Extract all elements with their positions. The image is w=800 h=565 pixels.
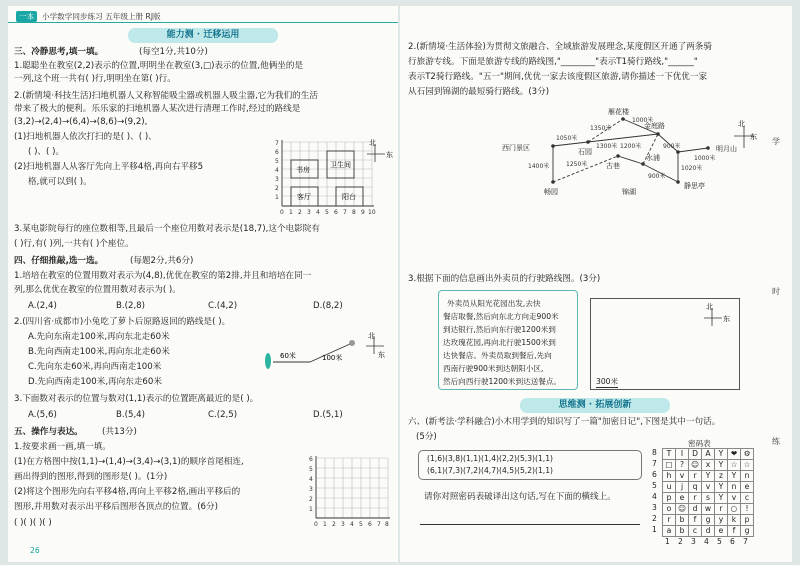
svg-text:2: 2 (298, 209, 302, 216)
code-cell: ☺ (688, 459, 702, 471)
svg-text:东: 东 (723, 315, 730, 323)
svg-text:1350米: 1350米 (590, 125, 612, 132)
c1-line2: 列,那么优优在教室的位置用数对表示为( )。 (14, 285, 181, 295)
code-cell: A (701, 448, 715, 460)
op-line6: ( )( )( )( ) (14, 518, 52, 528)
q1-line1: 1.聪聪坐在教室(2,2)表示的位置,明明坐在教室(3,□)表示的位置,他俩坐的是 (14, 61, 304, 71)
code-cell: e (675, 492, 689, 504)
op-line4: (2)将这个图形先向右平移4格,再向上平移2格,画出平移后的 (14, 487, 241, 497)
svg-text:北: 北 (738, 120, 745, 128)
answer-line[interactable] (420, 524, 640, 525)
route-100m: 100米 (322, 354, 343, 362)
svg-text:1020米: 1020米 (681, 165, 703, 172)
q1-line2: 一列,这个班一共有( )行,明明坐在第( )行。 (14, 74, 176, 84)
place-changyuan: 畅园 (544, 188, 558, 196)
cipher-row1: (1,6)(3,8)(1,1)(1,4)(2,2)(5,3)(1,1) (427, 454, 554, 463)
rq2-line3: 表示T2骑行路线。"五一"期间,优优一家去该度假区旅游,请你描述一下优优一家 (408, 72, 708, 82)
scale-bar: 300米 (596, 377, 619, 386)
bath-label: 卫生间 (330, 161, 351, 169)
svg-text:1: 1 (289, 209, 293, 216)
svg-text:4: 4 (275, 167, 279, 174)
code-cell: z (714, 470, 728, 482)
code-cell: ☆ (740, 459, 754, 471)
rq2-line2: 行旅游专线。下面是旅游专线的路线图,"________"表示T1骑行路线,"______" (408, 57, 698, 67)
code-cell: b (675, 525, 689, 537)
place-jintinglu: 金庭路 (644, 122, 665, 130)
code-row-label: 6 (652, 470, 657, 479)
sec3-title: 三、冷静思考,填一填。 (14, 47, 104, 57)
svg-text:4: 4 (350, 521, 354, 528)
code-cell: o (662, 503, 676, 515)
code-cell: q (688, 481, 702, 493)
svg-text:东: 东 (750, 133, 757, 141)
c3-opt-c[interactable]: C.(2,5) (208, 410, 238, 420)
place-guxiang: 古巷 (606, 162, 620, 170)
svg-text:北: 北 (369, 139, 376, 147)
place-ximen: 西门景区 (502, 144, 530, 152)
q6-ask: 请你对照密码表破译出这句话,写在下面的横线上。 (424, 492, 616, 502)
code-cell: n (740, 470, 754, 482)
code-cell: Y (714, 492, 728, 504)
code-cell: g (701, 514, 715, 526)
svg-text:7: 7 (275, 140, 279, 147)
c3-opt-a[interactable]: A.(5,6) (28, 410, 57, 420)
code-col-label: 3 (691, 537, 696, 546)
svg-text:6: 6 (368, 521, 372, 528)
svg-text:1: 1 (275, 194, 279, 201)
q2-line1: 2.(新情境·科技生活)扫地机器人又称智能吸尘器或机器人吸尘器,它为我们的生活 (14, 91, 318, 101)
svg-text:1050米: 1050米 (556, 135, 578, 142)
code-cell: b (675, 514, 689, 526)
q2-line3: (3,2)→(2,4)→(6,4)→(8,6)→(9,2), (14, 117, 148, 127)
house-y-labels (275, 140, 279, 201)
svg-text:北: 北 (706, 303, 713, 311)
code-col-label: 1 (665, 537, 670, 546)
left-page (8, 6, 398, 562)
c2-opt-c[interactable]: C.先向东走60米,再向西南走100米 (28, 362, 162, 372)
code-cell: r (714, 503, 728, 515)
code-cell: x (701, 459, 715, 471)
q6-score: (5分) (416, 432, 437, 442)
svg-text:1: 1 (323, 521, 327, 528)
svg-text:7: 7 (377, 521, 381, 528)
code-cell: ❤ (727, 448, 741, 460)
svg-text:900米: 900米 (648, 173, 666, 180)
living-label: 客厅 (297, 193, 311, 201)
place-jingsiting: 静思亭 (684, 182, 705, 190)
code-cell: f (688, 514, 702, 526)
c1-opt-c[interactable]: C.(4,2) (208, 301, 238, 311)
code-cell: n (727, 481, 741, 493)
code-cell: p (662, 492, 676, 504)
q3-line1: 3.某电影院每行的座位数相等,且最后一个座位用数对表示是(18,7),这个电影院有 (14, 224, 320, 234)
c1-opt-a[interactable]: A.(2,4) (28, 301, 57, 311)
svg-text:8: 8 (385, 521, 389, 528)
code-cell: ○ (727, 503, 741, 515)
svg-text:5: 5 (275, 158, 279, 165)
code-cell: Y (714, 448, 728, 460)
code-cell: c (740, 492, 754, 504)
svg-text:8: 8 (352, 209, 356, 216)
sec4-score: (每题2分,共6分) (130, 256, 194, 266)
page-number: 26 (30, 546, 40, 555)
balcony-label: 阳台 (342, 193, 356, 201)
carrot-icon (265, 353, 271, 369)
c1-opt-d[interactable]: D.(8,2) (313, 301, 343, 311)
svg-text:4: 4 (309, 476, 313, 483)
svg-text:900米: 900米 (663, 143, 681, 150)
svg-text:东: 东 (386, 151, 393, 159)
op-line5: 图形,并用数对表示出平移后图形各顶点的位置。(6分) (14, 502, 218, 512)
q2-line6: (2)扫地机器人从客厅先向上平移4格,再向右平移5 (14, 162, 204, 172)
svg-text:1400米: 1400米 (528, 163, 550, 170)
svg-text:3: 3 (307, 209, 311, 216)
cipher-box (418, 450, 642, 480)
code-cell: e (714, 525, 728, 537)
rq3-title: 3.根据下面的信息画出外卖员的行驶路线图。(3分) (408, 274, 601, 284)
code-cell: ! (740, 503, 754, 515)
thinking-banner: 思维测 · 拓展创新 (520, 398, 670, 413)
code-table (652, 448, 762, 544)
side-char-1: 学 (772, 137, 780, 146)
c1-opt-b[interactable]: B.(2,8) (116, 301, 145, 311)
c2-opt-b[interactable]: B.先向西南走100米,再向东北走60米 (28, 347, 170, 357)
rq2-line4: 从石园到锦湖的最短骑行路线。(3分) (408, 87, 550, 97)
svg-text:1000米: 1000米 (694, 155, 716, 162)
svg-text:2: 2 (309, 496, 313, 503)
c2-stem: 2.(四川省·成都市)小兔吃了萝卜后原路返回的路线是( )。 (14, 317, 231, 327)
code-cell: u (662, 481, 676, 493)
svg-text:3: 3 (275, 176, 279, 183)
code-cell: f (727, 525, 741, 537)
code-col-label: 6 (730, 537, 735, 546)
code-cell: ☆ (727, 459, 741, 471)
code-cell: p (740, 514, 754, 526)
code-cell: ☺ (675, 503, 689, 515)
svg-text:9: 9 (361, 209, 365, 216)
svg-text:6: 6 (275, 149, 279, 156)
code-cell: a (662, 525, 676, 537)
code-cell: T (662, 448, 676, 460)
code-cell: r (662, 514, 676, 526)
c2-opt-d[interactable]: D.先向西南走100米,再向东走60米 (28, 377, 162, 387)
code-cell: ⚙ (740, 448, 754, 460)
draw-grid[interactable] (304, 452, 390, 530)
code-cell: ? (675, 459, 689, 471)
c3-stem: 3.下面数对表示的位置与数对(1,1)表示的位置距离最近的是( )。 (14, 394, 259, 404)
header-rule (8, 22, 398, 23)
sec5-score: (共13分) (102, 427, 137, 437)
svg-text:东: 东 (378, 351, 385, 359)
code-cell: Y (714, 481, 728, 493)
series-title: 小学数学同步练习 五年级上册 RJ版 (42, 12, 161, 21)
q2-line7: 格,就可以到( )。 (28, 177, 92, 187)
rabbit-route (258, 332, 388, 382)
bike-route-map (498, 104, 768, 214)
code-cell: c (688, 525, 702, 537)
code-row-label: 2 (652, 514, 657, 523)
svg-text:5: 5 (309, 466, 313, 473)
series-badge: 一本 (16, 11, 37, 22)
code-row-label: 4 (652, 492, 657, 501)
code-row-label: 3 (652, 503, 657, 512)
place-jinhu: 锦湖 (622, 188, 636, 196)
route-60m: 60米 (280, 352, 296, 360)
svg-text:1300米: 1300米 (596, 143, 618, 150)
code-col-label: 2 (678, 537, 683, 546)
svg-text:1: 1 (309, 506, 313, 513)
code-row-label: 7 (652, 459, 657, 468)
code-cell: s (701, 492, 715, 504)
side-char-2: 时 (772, 287, 780, 296)
q6-line1: 六、(新考法·学科融合)小木用学到的知识写了一篇"加密日记",下图是其中一句话。 (408, 417, 721, 427)
op-line1: 1.按要求画一画,填一填。 (14, 442, 111, 452)
code-cell: h (662, 470, 676, 482)
code-cell: k (727, 514, 741, 526)
ability-banner: 能力测 · 迁移运用 (128, 28, 278, 43)
svg-text:0: 0 (314, 521, 318, 528)
code-cell: d (688, 503, 702, 515)
op-line2: (1)在方格图中按(1,1)→(1,4)→(3,4)→(3,1)的顺序首尾相连, (14, 457, 244, 467)
place-mingyueshan: 明月山 (716, 145, 737, 153)
svg-text:5: 5 (325, 209, 329, 216)
svg-text:1200米: 1200米 (620, 143, 642, 150)
code-row-label: 8 (652, 448, 657, 457)
q2-line5: ( )、( )。 (28, 147, 65, 157)
cipher-row2: (6,1)(7,3)(7,2)(4,7)(4,5)(5,2)(1,1) (427, 466, 554, 475)
svg-text:4: 4 (316, 209, 320, 216)
right-page (400, 6, 792, 562)
compass-delivery (700, 302, 734, 332)
svg-text:7: 7 (343, 209, 347, 216)
code-cell: v (675, 470, 689, 482)
code-cell: D (688, 448, 702, 460)
sec4-title: 四、仔细推敲,选一选。 (14, 256, 104, 266)
rq2-line1: 2.(新情境·生活体验)为贯彻文旅融合、全域旅游发展理念,某度假区开通了两条骑 (408, 42, 712, 52)
code-cell: d (701, 525, 715, 537)
place-shiyuan: 石园 (578, 148, 592, 156)
code-cell: j (675, 481, 689, 493)
side-char-3: 练 (772, 437, 780, 446)
svg-text:3: 3 (341, 521, 345, 528)
sec5-title: 五、操作与表达。 (14, 427, 83, 437)
place-yanhualou: 雁花楼 (608, 108, 629, 116)
svg-text:5: 5 (359, 521, 363, 528)
code-cell: y (714, 514, 728, 526)
c2-opt-a[interactable]: A.先向东南走100米,再向东北走60米 (28, 332, 170, 342)
svg-text:10: 10 (368, 209, 376, 216)
code-cell: r (688, 492, 702, 504)
code-cell: e (740, 481, 754, 493)
code-table-title: 密码表 (688, 439, 711, 448)
code-cell: Y (701, 470, 715, 482)
svg-text:3: 3 (309, 486, 313, 493)
code-cell: □ (662, 459, 676, 471)
svg-text:2: 2 (332, 521, 336, 528)
place-shuipu: 水浦 (646, 154, 660, 162)
code-row-label: 5 (652, 481, 657, 490)
code-cell: I (675, 448, 689, 460)
code-col-label: 5 (717, 537, 722, 546)
story-box: 外卖员从阳光花园出发,去快 餐店取餐,然后向东北方向走900米 到达银行,然后向东行驶1200米到 达玫瑰花园,再向北行驶1500米到 达快餐店。外卖员取到餐后,先向 西南行驶900米到达朝阳小区, 然后向西行驶1200米到达送餐点。 (438, 290, 578, 390)
code-cell: v (701, 481, 715, 493)
svg-text:2: 2 (275, 185, 279, 192)
c3-opt-d[interactable]: D.(5,1) (313, 410, 343, 420)
q2-line2: 带来了极大的便利。乐乐家的扫地机器人某次进行清理工作时,经过的路线是 (14, 104, 301, 114)
svg-text:6: 6 (334, 209, 338, 216)
code-cell: Y (727, 470, 741, 482)
code-cell: r (688, 470, 702, 482)
code-cell: g (740, 525, 754, 537)
svg-text:6: 6 (309, 456, 313, 463)
op-line3: 画出得到的图形,得到的图形是( )。(1分) (14, 472, 168, 482)
q3-line2: ( )行,有( )列,一共有( )个座位。 (14, 239, 134, 249)
c1-line1: 1.培培在教室的位置用数对表示为(4,8),优优在教室的第2排,并且和培培在同一 (14, 271, 312, 281)
code-cell: Y (714, 459, 728, 471)
code-cell: w (701, 503, 715, 515)
q2-line4: (1)扫地机器人依次打扫的是( )、( )、 (14, 132, 157, 142)
svg-text:1250米: 1250米 (566, 161, 588, 168)
svg-text:1000米: 1000米 (632, 117, 654, 124)
rabbit-icon (349, 340, 355, 346)
code-cell: v (727, 492, 741, 504)
c3-opt-b[interactable]: B.(5,4) (116, 410, 145, 420)
svg-text:北: 北 (368, 332, 375, 340)
study-label: 书房 (296, 166, 310, 174)
code-col-label: 7 (743, 537, 748, 546)
house-x-labels (280, 209, 376, 216)
compass-house (363, 138, 397, 168)
sec3-score: (每空1分,共10分) (139, 47, 208, 57)
code-col-label: 4 (704, 537, 709, 546)
code-row-label: 1 (652, 525, 657, 534)
svg-text:0: 0 (280, 209, 284, 216)
